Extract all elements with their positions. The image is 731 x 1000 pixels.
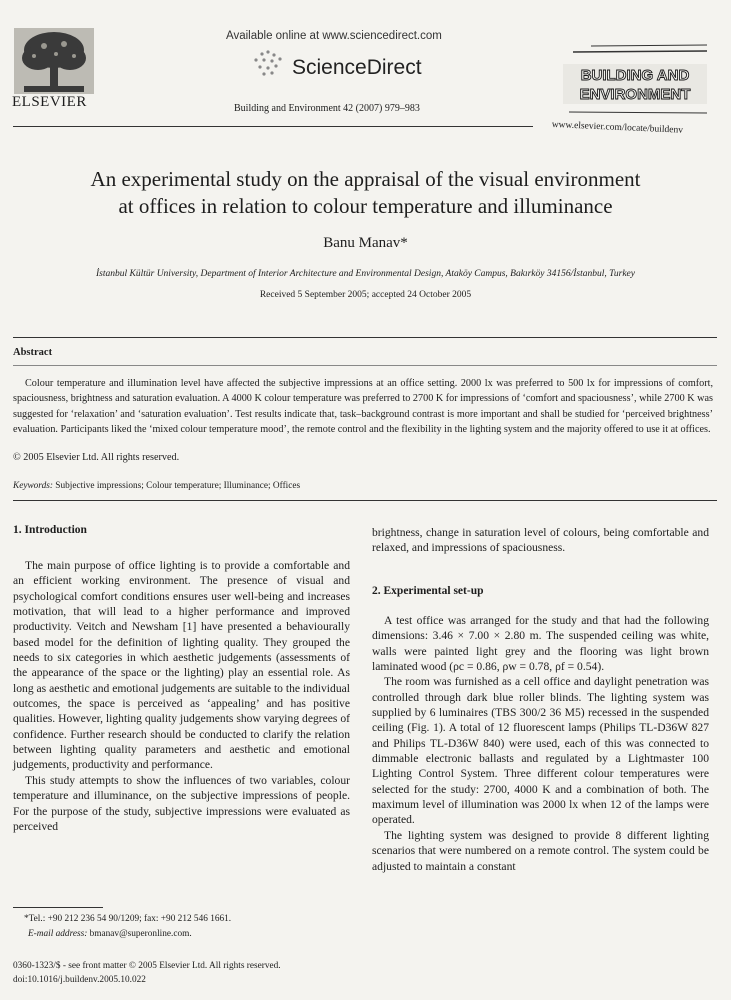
journal-url[interactable]: www.elsevier.com/locate/buildenv [551, 120, 684, 136]
setup-paragraph-2: The room was furnished as a cell office and daylight penetration was controlled through dark blue roller blinds. The lighting system was supplied by 6 luminaires (TBS 300/2 36 M5) recessed in the suspended ceiling (Fig. 1). A total of 12 fluorescent lamps (Philips TL-D36W 827 and Philips TL-D36W 840) were used, each of this was connected to dimmable electronic ballasts and regulated by a Lightmaster 100 Lighting Control System. Three different colour temperatures were selected for the study: 2700, 4000 K and a combination of both. The maximum level of illumination was 2000 lx when 12 of the lamps were operated. [372, 675, 709, 827]
right-column-top [372, 525, 709, 556]
publisher-name: ELSEVIER [12, 94, 87, 110]
intro-paragraph-2: This study attempts to show the influences of two variables, colour temperature and illuminance, on the subjective impressions of people. For the purpose of the study, subjective impressions were evaluated as perceived [13, 773, 350, 833]
section-heading-experimental-setup: 2. Experimental set-up [372, 585, 484, 597]
abstract-heading-rule [13, 365, 717, 366]
sciencedirect-dots-icon [242, 48, 290, 78]
abstract-copyright: © 2005 Elsevier Ltd. All rights reserved. [13, 452, 180, 463]
author-name[interactable]: Banu Manav* [323, 235, 408, 251]
footnote-email [28, 929, 192, 939]
building-and-environment-logo [563, 42, 709, 120]
footnote-rule [13, 907, 103, 908]
doi-link[interactable]: doi:10.1016/j.buildenv.2005.10.022 [13, 975, 146, 985]
header-rule [13, 126, 533, 127]
footnote-phone: *Tel.: +90 212 236 54 90/1209; fax: +90 212 546 1661. [24, 914, 232, 924]
keywords-label: Keywords: [13, 481, 53, 491]
intro-paragraph-2-continued: brightness, change in saturation level of colours, being comfortable and relaxed, and impressions of spaciousness. [372, 526, 709, 555]
left-column [13, 558, 350, 834]
intro-paragraph-1: The main purpose of office lighting is to provide a comfortable and an efficient working environment. The presence of visual and psychological comfort conditions ensures user well-being and increases motivation, that will lead to a higher performance and improved productivity. Veitch and Newsham [1] have presented a behaviourally based model for the definition of lighting quality. They grouped the needs to six categories in which aesthetic judgements (assessments of the appearance of the space or the lighting) play an essential role. As long as aesthetic and emotional judgements are suitable to the individual outcomes, the space is perceived as ‘appealing’ and has positive qualities. However, lighting quality judgements show varying degrees of confidence. Further research should be conducted to clarify the relation between lighting quality parameters and aesthetic and emotional judgements, productivity and performance. [13, 559, 350, 772]
email-address[interactable]: bmanav@superonline.com. [89, 929, 192, 939]
title-line-2: at offices in relation to colour temperature and illuminance [118, 194, 613, 218]
sciencedirect-name: ScienceDirect [292, 56, 422, 79]
email-label: E-mail address: [28, 929, 88, 939]
available-online-text: Available online at www.sciencedirect.com [226, 30, 442, 42]
journal-logo-line2: ENVIRONMENT [579, 86, 691, 103]
journal-logo-line1: BUILDING AND [580, 67, 690, 84]
abstract-top-rule [13, 337, 717, 338]
abstract-heading: Abstract [13, 347, 53, 358]
article-title [0, 166, 731, 220]
right-column [372, 613, 709, 874]
setup-paragraph-1: A test office was arranged for the study and that had the following dimensions: 3.46 × 7.00 × 2.80 m. The suspended ceiling was white, walls were painted light grey and the flooring was light brown laminated wood (ρc = 0.86, ρw = 0.78, ρf = 0.54). [372, 614, 709, 674]
keywords [13, 481, 300, 491]
abstract-bottom-rule [13, 500, 717, 501]
setup-paragraph-3: The lighting system was designed to provide 8 different lighting scenarios that were numbered on a remote control. The system could be adjusted to maintain a constant [372, 828, 709, 873]
received-dates: Received 5 September 2005; accepted 24 October 2005 [259, 290, 472, 300]
author-affiliation: İstanbul Kültür University, Department of Interior Architecture and Environmental Design, Ataköy Campus, Bakırköy 34156/İstanbul, Turkey [96, 269, 635, 279]
title-line-1: An experimental study on the appraisal of the visual environment [90, 167, 641, 191]
issn-line: 0360-1323/$ - see front matter © 2005 Elsevier Ltd. All rights reserved. [13, 961, 281, 971]
keywords-list: Subjective impressions; Colour temperature; Illuminance; Offices [55, 481, 301, 491]
journal-reference: Building and Environment 42 (2007) 979–983 [234, 103, 420, 114]
section-heading-introduction: 1. Introduction [13, 524, 87, 536]
abstract-text: Colour temperature and illumination level have affected the subjective impressions at an office setting. 2000 lx was preferred to 500 lx for impressions of comfort, spaciousness, brightness and saturation evaluation. A 4000 K colour temperature was preferred to 2700 K for impressions of ‘comfort and spaciousness’, while 2700 K was suggested for ‘relaxation’ and ‘saturation evaluation’. Test results indicate that, task–background contrast is more important and shall be studied for ‘perceived brightness’ evaluation. Participants liked the ‘mixed colour temperature mood’, the remote control and the flexibility in the lighting system and the majority offered to use it at offices. [13, 378, 713, 435]
